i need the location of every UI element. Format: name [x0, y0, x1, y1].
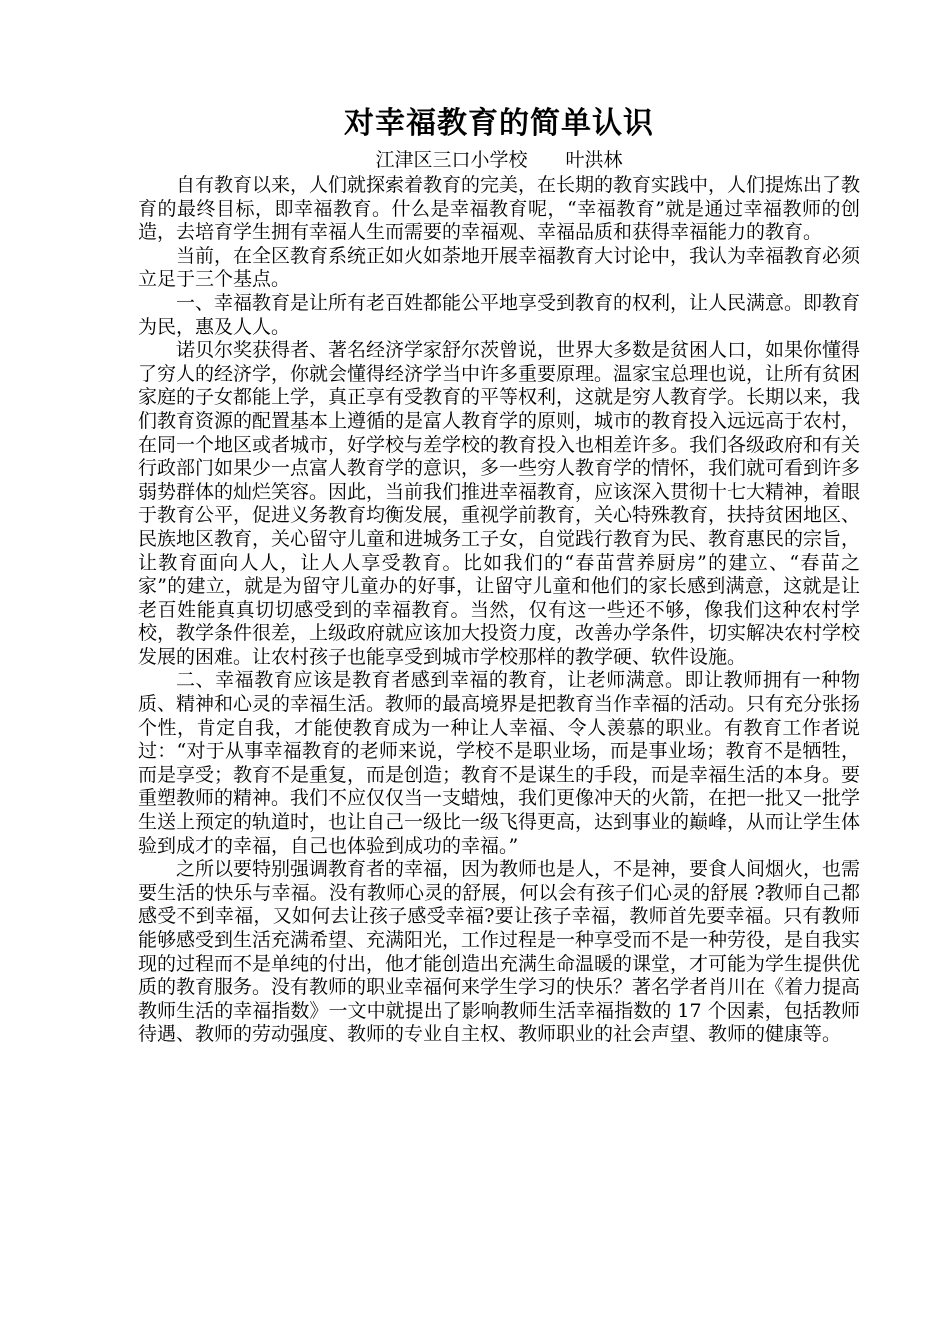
author-byline: 江津区三口小学校 叶洪林	[375, 149, 623, 171]
paragraph-intro: 自有教育以来，人们就探索着教育的完美，在长期的教育实践中，人们提炼出了教育的最终目标，即幸福教育。什么是幸福教育呢，“幸福教育”就是通过幸福教师的创造，去培育学生拥有幸福人生而需要的幸福观、幸福品质和获得幸福能力的教育。	[138, 174, 861, 244]
paragraph-point-one: 一、幸福教育是让所有老百姓都能公平地享受到教育的权利，让人民满意。即教育为民，惠及人人。	[138, 291, 861, 338]
paragraph-point-two: 二、幸福教育应该是教育者感到幸福的教育，让老师满意。即让教师拥有一种物质、精神和心灵的幸福生活。教师的最高境界是把教育当作幸福的活动。只有充分张扬个性，肯定自我，才能使教育成为一种让人幸福、令人羡慕的职业。有教育工作者说过：“对于从事幸福教育的老师来说，学校不是职业场，而是事业场；教育不是牺牲，而是享受；教育不是重复，而是创造；教育不是谋生的手段，而是幸福生活的本身。要重塑教师的精神。我们不应仅仅当一支蜡烛，我们更像冲天的火箭，在把一批又一批学生送上预定的轨道时，也让自己一级比一级飞得更高，达到事业的巅峰，从而让学生体验到成才的幸福，自己也体验到成功的幸福。”	[138, 669, 861, 857]
document-page	[138, 100, 860, 1047]
document-title: 对幸福教育的简单认识	[344, 106, 654, 141]
paragraph-point-one-body: 诺贝尔奖获得者、著名经济学家舒尔茨曾说，世界大多数是贫困人口，如果你懂得了穷人的经济学，你就会懂得经济学当中许多重要原理。温家宝总理也说，让所有贫困家庭的子女都能上学，真正享有受教育的平等权利，这就是穷人教育学。长期以来，我们教育资源的配置基本上遵循的是富人教育学的原则，城市的教育投入远远高于农村，在同一个地区或者城市，好学校与差学校的教育投入也相差许多。我们各级政府和有关行政部门如果少一点富人教育学的意识，多一些穷人教育学的情怀，我们就可看到许多弱势群体的灿烂笑容。因此，当前我们推进幸福教育，应该深入贯彻十七大精神，着眼于教育公平，促进义务教育均衡发展，重视学前教育，关心特殊教育，扶持贫困地区、民族地区教育，关心留守儿童和进城务工子女，自觉践行教育为民、教育惠民的宗旨，让教育面向人人，让人人享受教育。比如我们的“春苗营养厨房”的建立、“春苗之家”的建立，就是为留守儿童办的好事，让留守儿童和他们的家长感到满意，这就是让老百姓能真真切切感受到的幸福教育。当然，仅有这一些还不够，像我们这种农村学校，教学条件很差，上级政府就应该加大投资力度，改善办学条件，切实解决农村学校发展的困难。让农村孩子也能享受到城市学校那样的教学硬、软件设施。	[138, 339, 861, 668]
paragraph-point-two-body: 之所以要特别强调教育者的幸福，因为教师也是人，不是神，要食人间烟火，也需要生活的快乐与幸福。没有教师心灵的舒展，何以会有孩子们心灵的舒展 ?教师自己都感受不到幸福，又如何去让孩子感受幸福?要让孩子幸福，教师首先要幸福。只有教师能够感受到生活充满希望、充满阳光，工作过程是一种享受而不是一种劳役，是自我实现的过程而不是单纯的付出，他才能创造出充满生命温暖的课堂，才可能为学生提供优质的教育服务。没有教师的职业幸福何来学生学习的快乐？著名学者肖川在《着力提高教师生活的幸福指数》一文中就提出了影响教师生活幸福指数的 17 个因素，包括教师待遇、教师的劳动强度、教师的专业自主权、教师职业的社会声望、教师的健康等。	[138, 858, 861, 1046]
paragraph-three-bases: 当前，在全区教育系统正如火如荼地开展幸福教育大讨论中，我认为幸福教育必须立足于三个基点。	[138, 244, 861, 291]
